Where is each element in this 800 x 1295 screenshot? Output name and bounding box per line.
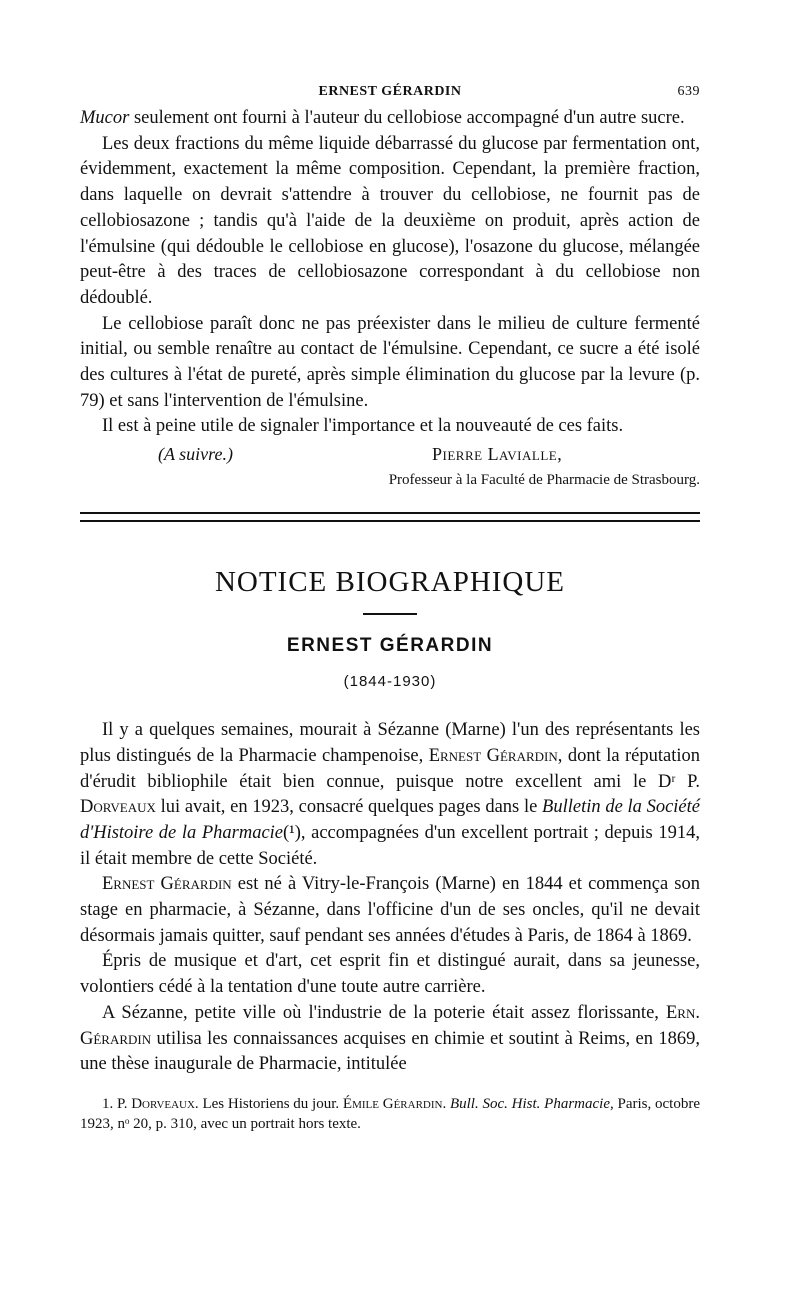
- paragraph: Il est à peine utile de signaler l'importance et la nouveauté de ces faits.: [102, 416, 624, 437]
- paragraph: [80, 1001, 700, 1078]
- text-run: est né à Vitry-le-François (Marne) en 1844 et commença son stage en pharmacie, à Sézanne, dans l'officine d'un de ses oncles, qu'il ne devait désormais jamais quitter, sauf pendant ses années d'études à Paris, de 1864 à 1869.: [80, 874, 701, 946]
- text-run: lui avait, en 1923, consacré quelques pages dans le: [155, 797, 543, 818]
- life-dates: (1844-1930): [343, 673, 437, 691]
- paragraph: [80, 872, 700, 949]
- footnote-subject: Émile Gérardin.: [342, 1095, 447, 1112]
- running-head: [80, 84, 700, 106]
- person-name-inline: Dorveaux: [80, 797, 156, 818]
- biography: [80, 718, 700, 1078]
- person-name-inline: Ernest Gérardin: [102, 874, 232, 895]
- person-name-inline: Ern. Gérardin: [80, 1002, 700, 1049]
- footnote-ref: (¹): [283, 822, 301, 843]
- text-run: utilisa les connaissances acquises en chimie et soutint à Reims, en 1869, une thèse inaugurale de Pharmacie, intitulée: [80, 1028, 700, 1075]
- text-run: Les Historiens du jour.: [198, 1095, 343, 1112]
- section-title: NOTICE BIOGRAPHIQUE: [214, 566, 566, 599]
- journal-title: Bulletin de la Société d'Histoire de la Pharmacie: [80, 797, 700, 843]
- continued-article: [80, 106, 700, 440]
- author-name: Pierre Lavialle,: [432, 444, 563, 465]
- running-head-title: ERNEST GÉRARDIN: [318, 84, 462, 99]
- text-run: seulement ont fourni à l'auteur du cellobiose accompagné d'un autre sucre.: [129, 108, 685, 128]
- text-run: , dont la réputation d'érudit bibliophile était bien connue, puisque notre excellent ami le Dʳ P.: [80, 745, 700, 792]
- footnote: [80, 1094, 700, 1134]
- paragraph: [80, 106, 700, 132]
- paragraph: [80, 718, 700, 872]
- paragraph: Épris de musique et d'art, cet esprit fin et distingué aurait, dans sa jeunesse, volontiers cédé à la tentation d'une toute autre carrière.: [80, 951, 700, 998]
- footnote-number: 1.: [102, 1095, 114, 1112]
- text-run: , Paris, octobre 1923, nᵒ 20, p. 310, avec un portrait hors texte.: [80, 1095, 700, 1132]
- page: [80, 84, 700, 1134]
- footnote-journal: Bull. Soc. Hist. Pharmacie: [446, 1095, 610, 1112]
- page-number: 639: [677, 84, 700, 99]
- section-divider: [80, 512, 700, 522]
- footnote-author: P. Dorveaux.: [117, 1095, 199, 1112]
- paragraph: Les deux fractions du même liquide débarrassé du glucose par fermentation ont, évidemment, exactement la même composition. Cependant, la première fraction, dans laquelle on devrait s'attendre à trouver du cellobiose, ne fournit pas de cellobiosazone ; tandis qu'à l'aide de la deuxième on produit, après action de l'émulsine (qui dédouble le cellobiose en glucose), l'osazone du glucose, mélangée peut-être à des traces de cellobiosazone correspondant à du cellobiose non dédoublé.: [80, 133, 700, 308]
- italic-term: Mucor: [80, 108, 130, 128]
- person-name: ERNEST GÉRARDIN: [286, 635, 494, 657]
- paragraph: Le cellobiose paraît donc ne pas préexister dans le milieu de culture fermenté initial, ou semble renaître au contact de l'émulsine. Cependant, ce sucre a été isolé des cultures à l'état de pureté, après simple élimination du glucose par la levure (p. 79) et sans l'intervention de l'émulsine.: [80, 313, 700, 411]
- person-name-inline: Ernest Gérardin: [428, 745, 558, 766]
- signature-block: [80, 444, 700, 490]
- text-run: , accompagnées d'un excellent portrait ; depuis 1914, il était membre de cette Société.: [80, 822, 700, 869]
- author-affiliation: Professeur à la Faculté de Pharmacie de Strasbourg.: [388, 472, 700, 489]
- title-rule: [363, 613, 417, 615]
- text-run: A Sézanne, petite ville où l'industrie de la poterie était assez florissante,: [102, 1002, 666, 1023]
- text-run: Il y a quelques semaines, mourait à Sézanne (Marne) l'un des représentants les plus distingués de la Pharmacie champenoise,: [80, 720, 700, 766]
- to-be-continued: (A suivre.): [158, 444, 233, 465]
